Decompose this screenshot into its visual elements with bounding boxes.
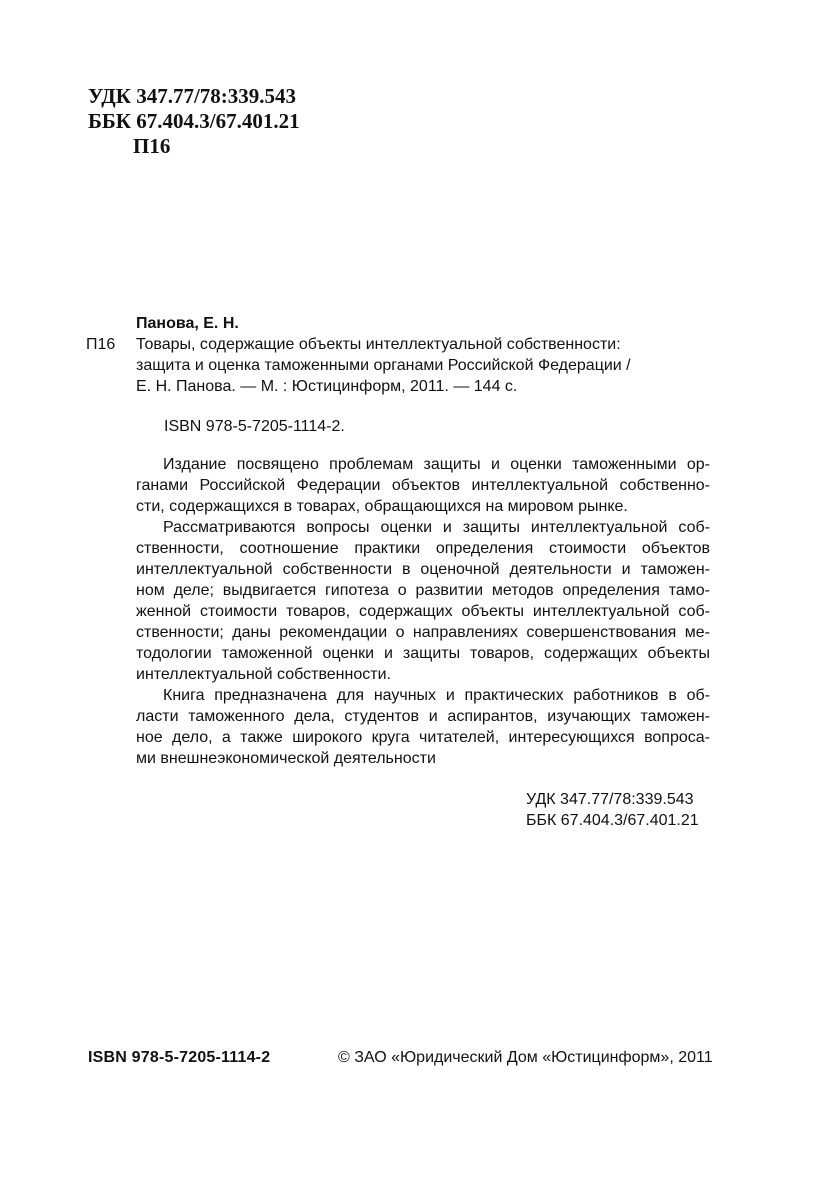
annotation xyxy=(86,454,710,769)
classification-repeat xyxy=(86,789,710,831)
annotation-line: ственности; даны рекомендации о направлениях совершенствования ме- xyxy=(136,624,710,641)
annotation-line: интеллектуальной собственности в оценочной деятельности и таможен- xyxy=(136,561,710,578)
title-text xyxy=(136,334,710,397)
copyright-notice: © ЗАО «Юридический Дом «Юстицинформ», 2011 xyxy=(338,1049,713,1066)
title-line: Товары, содержащие объекты интеллектуальной собственности: xyxy=(136,336,621,353)
annotation-line: ное дело, а также широкого круга читателей, интересующихся вопроса- xyxy=(136,729,710,746)
annotation-line: ми внешнеэкономической деятельности xyxy=(136,750,436,767)
bbk-code: ББК 67.404.3/67.401.21 xyxy=(88,109,300,133)
bbk-code-repeat: ББК 67.404.3/67.401.21 xyxy=(526,812,699,829)
classification-block xyxy=(88,84,300,159)
title-entry xyxy=(86,334,710,397)
annotation-line: тодологии таможенной оценки и защиты товаров, содержащих объекты xyxy=(136,645,710,662)
annotation-line: женной стоимости товаров, содержащих объекты интеллектуальной соб- xyxy=(136,603,710,620)
annotation-line: ственности, соотношение практики определения стоимости объектов xyxy=(136,540,710,557)
annotation-line: ном деле; выдвигается гипотеза о развитии методов определения тамо- xyxy=(136,582,710,599)
annotation-line: интеллектуальной собственности. xyxy=(136,666,391,683)
footer-isbn: ISBN 978-5-7205-1114-2 xyxy=(88,1049,271,1066)
title-line: защита и оценка таможенными органами Российской Федерации / xyxy=(136,357,631,374)
annotation-paragraph xyxy=(136,517,710,685)
bibliographic-record xyxy=(86,313,710,831)
udk-code-repeat: УДК 347.77/78:339.543 xyxy=(526,791,694,808)
udk-code: УДК 347.77/78:339.543 xyxy=(88,84,297,108)
annotation-line: Издание посвящено проблемам защиты и оценки таможенными ор- xyxy=(163,456,710,473)
annotation-paragraph xyxy=(136,685,710,769)
author-sign: П16 xyxy=(133,134,171,158)
annotation-line: Книга предназначена для научных и практических работников в об- xyxy=(163,687,710,704)
isbn-record: ISBN 978-5-7205-1114-2. xyxy=(164,418,345,435)
author-name: Панова, Е. Н. xyxy=(136,315,239,332)
annotation-line: ганами Российской Федерации объектов интеллектуальной собственно- xyxy=(136,477,710,494)
annotation-line: ласти таможенного дела, студентов и аспирантов, изучающих таможен- xyxy=(136,708,710,725)
annotation-line: Рассматриваются вопросы оценки и защиты интеллектуальной соб- xyxy=(163,519,710,536)
title-line: Е. Н. Панова. — М. : Юстицинформ, 2011. — 144 с. xyxy=(136,378,518,395)
annotation-line: сти, содержащихся в товарах, обращающихся на мировом рынке. xyxy=(136,498,628,515)
entry-code: П16 xyxy=(86,336,116,353)
annotation-paragraph xyxy=(136,454,710,517)
